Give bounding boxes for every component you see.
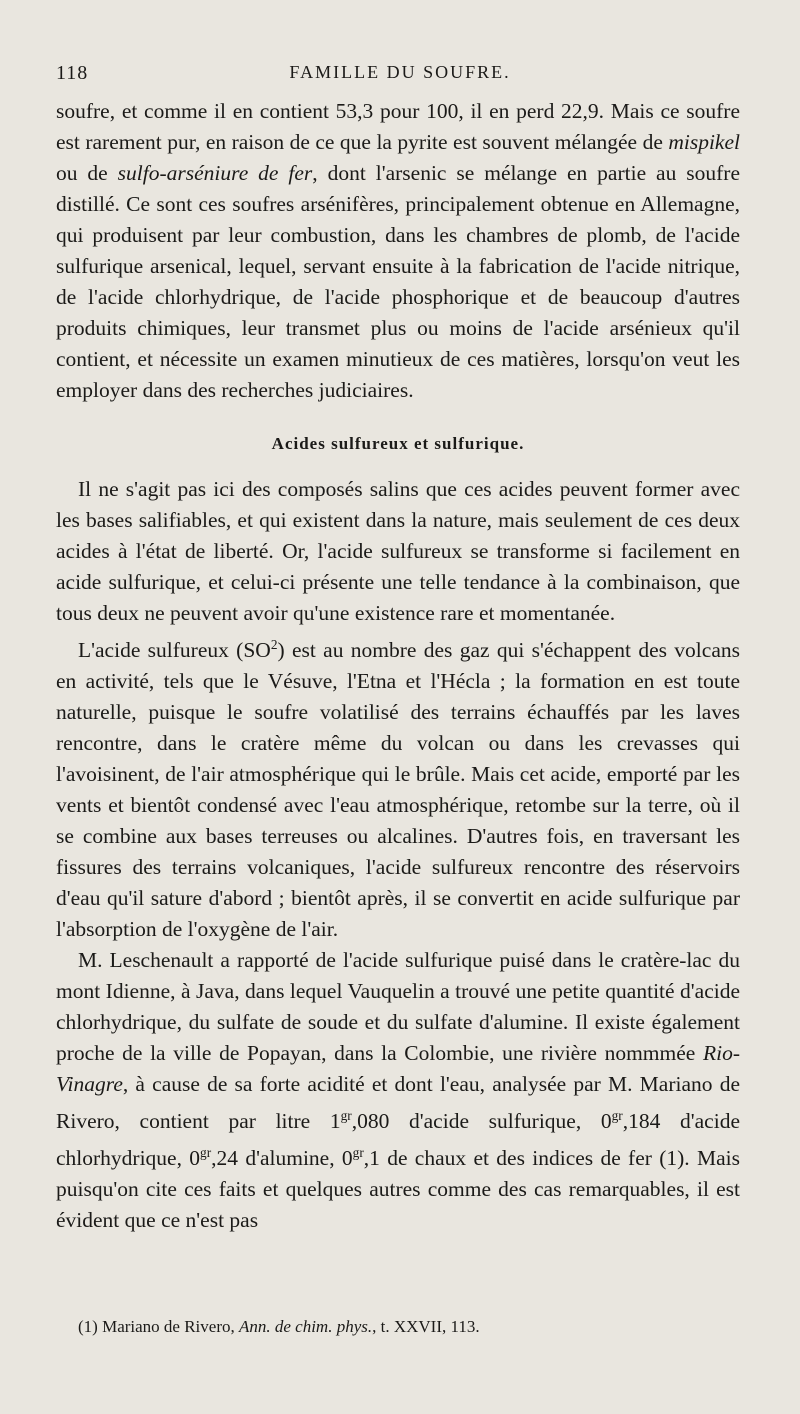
running-head: FAMILLE DU SOUFRE.: [289, 62, 511, 82]
superscript: gr: [352, 1145, 364, 1161]
paragraph: Il ne s'agit pas ici des composés salins que ces acides peuvent former avec les bases salifiables, et qui existent dans la nature, mais seulement de ces deux acides à l'état de liberté. Or, l'acide sulfureux se transforme si facilement en acide sulfurique, et celui-ci présente une telle tendance à la combinaison, que tous deux ne peuvent avoir qu'une existence rare et momentanée.: [56, 477, 740, 625]
paragraph: M. Leschenault a rapporté de l'acide sulfurique puisé dans le cratère-lac du mont Idienne, à Java, dans lequel Vauquelin a trouvé une petite quantité d'acide chlorhydrique, du sulfate de soude et du sulfate d'alumine. Il existe également proche de la ville de Popayan, dans la Colombie, une rivière nommmée Rio-Vinagre, à cause de sa forte acidité et dont l'eau, analysée par M. Mariano de Rivero, contient par litre $1^{gr},080$ d'acide sulfurique, $0^{gr},184$ d'acide chlorhydrique, $0^{gr},24$ d'alumine, $0^{gr},1$ de chaux et des indices de fer (1). Mais puisqu'on cite ces faits et quelques autres comme des cas remarquables, il est évident que ce n'est pas: [56, 948, 740, 1233]
superscript: gr: [340, 1108, 352, 1124]
italic-text: Ann. de chim. phys.: [238, 1317, 373, 1336]
superscript: gr: [611, 1108, 623, 1124]
superscript: 2: [270, 637, 278, 652]
page-header: [56, 62, 744, 90]
body-text: [56, 96, 740, 1236]
page-number: 118: [56, 62, 89, 84]
paragraph: L'acide sulfureux $(SO^2)$ est au nombre des gaz qui s'échappent des volcans en activité, tels que le Vésuve, l'Etna et l'Hécla ; la formation en est toute naturelle, puisque le soufre volatilisé des terrains échauffés par les laves rencontre, dans le cratère même du volcan ou dans les crevasses qui l'avoisinent, de l'air atmosphérique qui le brûle. Mais cet acide, emporté par les vents et bientôt condensé avec l'eau atmosphérique, retombe sur la terre, où il se combine aux bases terreuses ou alcalines. D'autres fois, en traversant les fissures des terrains volcaniques, l'acide sulfureux rencontre des réservoirs d'eau qu'il sature d'abord ; bientôt après, il se convertit en acide sulfurique par l'absorption de l'oxygène de l'air.: [56, 637, 740, 942]
paragraph: soufre, et comme il en contient 53,3 pour 100, il en perd 22,9. Mais ce soufre est rarement pur, en raison de ce que la pyrite est souvent mélangée de mispikel ou de sulfo-arséniure de fer, dont l'arsenic se mélange en partie au soufre distillé. Ce sont ces soufres arsénifères, principalement obtenue en Allemagne, qui produisent par leur combustion, dans les chambres de plomb, de l'acide sulfurique arsenical, lequel, servant ensuite à la fabrication de l'acide nitrique, de l'acide chlorhydrique, de l'acide phosphorique et de beaucoup d'autres produits chimiques, leur transmet plus ou moins de l'acide arsénieux qu'il contient, et nécessite un examen minutieux de ces matières, lorsqu'on veut les employer dans des recherches judiciaires.: [56, 99, 741, 402]
footnote: (1) Mariano de Rivero, Ann. de chim. phys., t. XXVII, 113.: [78, 1317, 480, 1336]
italic-text: mispikel: [668, 130, 740, 154]
section-heading: Acides sulfureux et sulfurique.: [271, 434, 525, 453]
superscript: gr: [200, 1145, 212, 1161]
italic-text: Rio-Vinagre: [56, 1041, 740, 1097]
italic-text: sulfo-arséniure de fer: [117, 161, 313, 185]
